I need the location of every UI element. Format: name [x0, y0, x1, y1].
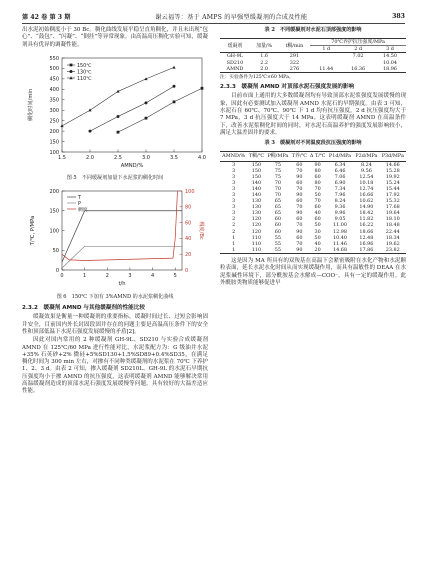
table-row [220, 161, 406, 168]
table-cell: 80 [314, 167, 321, 174]
table-header-cell: AMND/% [222, 153, 246, 160]
y-tick-label: 100 [49, 149, 59, 156]
table-cell: 1.6 [260, 53, 269, 60]
running-title: 谢云福等：基于 AMPS 的早强型缓凝剂的合成及性能 [155, 13, 308, 21]
table-cell: 30 [314, 228, 321, 235]
table-cell: 70 [296, 240, 303, 247]
table-cell: 7.34 [334, 185, 346, 192]
table-cell: 70 [296, 222, 303, 229]
table-cell: 1 [232, 240, 236, 247]
table-2-note: 注：实验条件为125℃×60 MPa。 [220, 74, 294, 80]
table-cell: 18.96 [383, 65, 398, 72]
table-row [220, 53, 406, 60]
table-cell: 15.44 [385, 185, 400, 192]
table-cell: 120 [251, 228, 262, 235]
page-header [22, 10, 405, 22]
y-tick-label-left: 200 [49, 189, 59, 196]
table-cell: 11.00 [333, 222, 348, 229]
table-cell: 3 [232, 161, 236, 168]
y-tick-label-right: 40 [185, 236, 192, 243]
table-header-cell: Δ T/℃ [309, 153, 326, 160]
table-cell: 55 [274, 246, 282, 253]
table-cell: 18.42 [359, 210, 374, 217]
table-cell: 140 [251, 192, 262, 198]
table-cell: 14.50 [383, 53, 398, 60]
table-cell: 60 [314, 173, 321, 180]
table-cell: 8.24 [334, 198, 346, 205]
y-tick-label: 450 [49, 76, 59, 83]
paragraph-mechanism: 这是因为 MA 所具有的双羧基在高温下会紧密吸附在水化产物和水泥颗粒表面，延长水泥水化时间从而实现缓凝作用，而具有温敏性的 DEAA 在水泥浆碱性环境下，部分酰胺基会水解成—COO⁻，具有一定的缓凝作用。此外酰胺类物质能够促进早 [220, 257, 406, 286]
table-cell: 23.82 [385, 246, 400, 253]
table-cell: 16.36 [351, 65, 366, 72]
table-cell: 65 [274, 210, 282, 217]
table-cell: 9.56 [360, 167, 372, 174]
x-tick-label: 4.0 [198, 154, 206, 161]
y-tick-label: 400 [49, 87, 59, 94]
table-cell: 90 [296, 210, 303, 217]
table-cell: 10.40 [333, 234, 348, 241]
table-cell: 40 [314, 240, 321, 247]
table-cell: 2 [232, 222, 236, 229]
table-cell: 14.90 [359, 204, 374, 211]
table-2 [220, 38, 406, 72]
table-cell: 70 [314, 185, 321, 192]
legend-label: 稠度 [78, 208, 88, 214]
table-cell: 130 [251, 210, 262, 217]
table-cell: 3 [232, 185, 236, 192]
x-tick-label: 2.5 [114, 154, 122, 161]
table-cell: 16.96 [359, 240, 374, 247]
table-cell: 2 [232, 216, 236, 223]
table-cell: 19.92 [385, 173, 400, 180]
table-cell: 60 [274, 216, 282, 223]
table-3 [220, 151, 406, 254]
y-axis-label-right: 稠度/Bc [198, 221, 204, 241]
t2-header-1d: 1 d [310, 46, 342, 53]
table-cell: 2 [232, 228, 236, 235]
t2-header-time: t稠/min [278, 39, 310, 53]
table-cell: 291 [289, 53, 300, 60]
table-cell: 14.68 [333, 246, 348, 253]
x-tick-label: 1 [83, 273, 87, 280]
table-cell: 10.04 [383, 59, 398, 66]
legend-label: T [78, 196, 81, 202]
x-axis-label: AMND/% [120, 162, 144, 169]
table-cell: 16.22 [359, 222, 374, 229]
table-3-body [220, 161, 406, 253]
right-column [220, 27, 406, 288]
table-cell: 9.36 [334, 204, 346, 211]
paragraph-retarding-effect: 缓凝效果是衡量一种缓凝剂的重要指标，缓凝时间过长、过短会影响固井安全，目前国内外长封固段固井存在的问题主要是高温高压条件下的安全性和顶部低温下水泥石强度发展缓慢的矛盾[2]。 [22, 314, 208, 335]
table-cell: 65 [274, 198, 282, 205]
table-header-cell: P1d/MPa [328, 153, 352, 160]
table-cell: 60 [314, 204, 321, 211]
table-cell: 3 [232, 210, 236, 217]
table-cell: 15.32 [385, 198, 400, 205]
table-cell: 12.48 [359, 234, 374, 241]
data-point [201, 87, 204, 90]
table-cell: 150 [251, 173, 262, 180]
t2-header-3d: 3 d [374, 46, 406, 53]
y-tick-label: 300 [49, 107, 59, 114]
x-tick-label: 3 [128, 273, 132, 280]
figure-5 [22, 52, 208, 183]
table-2-title: 表 2 不同缓凝剂对水泥石顶部强度的影响 [264, 27, 362, 33]
thickening-time-chart [22, 52, 208, 170]
table-cell: 276 [289, 65, 300, 72]
table-cell: 8.24 [360, 161, 372, 168]
y-tick-label-left: 150 [49, 209, 59, 216]
table-cell: 12.54 [359, 173, 374, 180]
table-row [220, 247, 406, 254]
header-rule [22, 23, 405, 24]
data-point [88, 108, 91, 111]
legend-label: 110℃ [77, 76, 92, 82]
table-cell: 130 [251, 198, 262, 205]
table-cell: 60 [274, 228, 282, 235]
table-cell: 40 [314, 210, 321, 217]
y-axis-label-left: T/℃, P/MPa [30, 216, 36, 246]
table-cell: AMND [226, 65, 244, 72]
table-cell: 12.98 [333, 228, 348, 235]
table-cell: 7.96 [334, 192, 346, 198]
y-tick-label-right: 100 [185, 189, 195, 196]
legend-marker [70, 70, 73, 73]
x-axis-label: t/h [118, 281, 126, 288]
table-cell: 70 [274, 192, 282, 198]
data-point [145, 117, 148, 120]
table-cell: 22.44 [385, 228, 400, 235]
table-cell: 3 [232, 179, 236, 186]
table-cell: 75 [274, 161, 282, 168]
table-cell: 18.10 [385, 216, 400, 223]
table-cell: 50 [314, 192, 321, 198]
y-tick-label-right: 60 [185, 220, 192, 227]
table-cell: 6.90 [334, 179, 346, 186]
x-tick-label: 3.5 [170, 154, 178, 161]
table-cell: 120 [251, 222, 262, 229]
table-cell: 9.05 [334, 216, 346, 223]
table-cell: 60 [314, 216, 321, 223]
y-tick-label-left: 0 [55, 268, 59, 275]
figure-5-caption: 图 5 不同缓凝剂加量下水泥浆的稠化时间 [66, 175, 164, 182]
table-cell: 110 [251, 246, 262, 253]
x-tick-label: 1.5 [58, 154, 66, 161]
series-line [90, 86, 174, 131]
table-cell: 18.48 [385, 222, 400, 229]
table-cell: 60 [296, 216, 303, 223]
table-cell: 11.44 [319, 65, 334, 72]
table-cell: 50 [314, 234, 321, 241]
table-cell: 17.68 [385, 204, 400, 211]
table-cell: 120 [251, 216, 262, 223]
figure-6 [22, 186, 208, 301]
x-tick-label: 2.0 [86, 154, 94, 161]
table-cell: 19.64 [385, 210, 400, 217]
y-tick-label: 150 [49, 139, 59, 146]
table-cell: 80 [314, 179, 321, 186]
table-cell: 65 [274, 204, 282, 211]
y-tick-label: 350 [49, 97, 59, 104]
t2-header-dosage: 加量/% [250, 39, 279, 53]
data-point [173, 100, 176, 103]
t2-header-2d: 2 d [342, 46, 374, 53]
left-column [22, 27, 208, 397]
table-3-header-row [220, 152, 406, 161]
y-tick-label-right: 80 [185, 205, 192, 212]
table-cell: 55 [274, 234, 282, 241]
table-cell: 110 [251, 234, 262, 241]
table-cell: 150 [251, 167, 262, 174]
table-cell: 150 [251, 161, 262, 168]
paragraph-early-strength: 目前市面上通用的大多数缓凝剂均有导致顶部水泥浆强度发展缓慢的现象，因此有必要测试加入缓凝剂 AMND 水泥石的早期强度。由表 3 可知，水泥石在 60℃、70℃、90℃ 下 1 d 均有抗压强度，2 d 抗压强度均大于 7 MPa，3 d 抗压强度大于 14 MPa。这表明缓凝剂 AMND 在高温条件下，改善水泥浆稠化时间的同时，对水泥石高温养护的强度发展影响较小，满足大温差固井的要求。 [220, 93, 406, 136]
table-cell: GH-9L [226, 53, 244, 60]
table-cell: SD210 [226, 59, 244, 66]
data-point [89, 130, 92, 133]
table-cell: 130 [251, 204, 262, 211]
y-tick-label-right: 0 [185, 268, 189, 275]
page-number: 383 [392, 12, 405, 20]
table-cell: 70 [314, 198, 321, 205]
table-header-cell: T养/℃ [291, 153, 308, 160]
table-cell: 70 [296, 204, 303, 211]
table-cell: 6.46 [334, 167, 346, 174]
t2-header-group: 70℃养护抗压强度/MPa [310, 39, 406, 46]
table-cell: 1 [232, 234, 236, 241]
data-point [145, 101, 148, 104]
table-cell: 15.24 [385, 179, 400, 186]
table-cell: 70 [296, 185, 303, 192]
table-cell: 75 [274, 173, 282, 180]
table-cell: 3 [232, 173, 236, 180]
y-tick-label: 550 [49, 55, 59, 62]
table-cell: 9.96 [334, 210, 346, 217]
table-cell: 90 [314, 161, 321, 168]
legend-marker [70, 63, 73, 66]
table-header-cell: P2d/MPa [355, 153, 378, 160]
table-cell: 10.18 [359, 179, 374, 186]
table-cell: 60 [274, 222, 282, 229]
table-cell: 17.92 [385, 192, 400, 198]
table-cell: 3 [232, 198, 236, 205]
table-row [220, 66, 406, 73]
figure-6-caption: 图 6 150℃ 下加有 3%AMND 的水泥浆稠化曲线 [56, 293, 174, 300]
table-cell: 55 [274, 240, 282, 247]
table-cell: 17.86 [359, 246, 374, 253]
legend-label: 150℃ [77, 63, 92, 69]
table-cell: 140 [251, 179, 262, 186]
table-cell: 3 [232, 192, 236, 198]
table-cell: 90 [296, 228, 303, 235]
x-tick-label: 2 [105, 273, 109, 280]
table-header-cell: P3d/MPa [381, 153, 404, 160]
table-cell: 50 [314, 222, 321, 229]
data-point [173, 85, 176, 88]
table-3-title: 表 3 缓凝剂对不同温度段抗压强度的影响 [264, 140, 362, 147]
table-cell: 90 [296, 192, 303, 198]
table-cell: 12.74 [359, 185, 374, 192]
table-cell: 1 [232, 246, 236, 253]
table-cell: 15.28 [385, 167, 400, 174]
legend-label: 130℃ [77, 70, 92, 76]
y-tick-label-left: 100 [49, 228, 59, 235]
table-cell: 60 [296, 161, 303, 168]
y-tick-label-left: 50 [52, 248, 59, 255]
data-point [117, 115, 120, 118]
table-cell: 6.34 [334, 161, 346, 168]
table-cell: 18.34 [385, 234, 400, 241]
y-tick-label: 250 [49, 118, 59, 125]
section-2-3-2-title: 2.3.2 缓凝剂 AMND 与其他缓凝剂的性能比较 [22, 305, 145, 312]
table-header-cell: P稠/MPa [267, 153, 289, 160]
table-cell: 2.2 [260, 59, 269, 66]
table-cell: 70 [274, 185, 282, 192]
table-cell [310, 53, 342, 60]
table-cell: 90 [296, 173, 303, 180]
table-cell: 14.66 [385, 161, 400, 168]
table-cell: 3 [232, 167, 236, 174]
section-2-3-3-title: 2.3.3 缓凝剂 AMND 对顶部水泥石强度发展的影响 [220, 84, 355, 91]
table-cell: 19.62 [385, 240, 400, 247]
series-line [62, 247, 182, 269]
table-cell: 110 [251, 240, 262, 247]
x-tick-label: 4 [150, 273, 155, 280]
table-cell: 18.66 [359, 228, 374, 235]
table-cell: 11.82 [359, 216, 374, 223]
table-cell: 75 [274, 167, 282, 174]
t2-header-retarder: 缓凝剂 [220, 39, 250, 53]
paragraph-comparison: 因此对国内常用的 2 种缓凝剂 GH-9L、SD210 与实验合成缓凝剂 AMND 在 125℃/60 MPa 进行性能对比，水泥浆配方为：G 级油井水泥+35% 石英砂+2% 微硅+5%SD130+1.5%SD89+0.4%SD35，在满足稠化时间为 300 min 左右，对掺有不同种类缓凝剂的水泥浆在 70℃ 下养护 1、2、3 d。由表 2 可知，掺入缓凝剂 SD210L、GH-9L 的水泥石早期抗压强度均小于掺 AMND 的抗压强度，这表明缓凝剂 AMND 能够解决常用高温缓凝剂造成的顶部水泥石强度发展缓慢等问题，具有较好的大温差适应性能。 [22, 337, 208, 395]
legend-label: P [78, 202, 81, 208]
data-point [172, 66, 175, 69]
x-tick-label: 3.0 [142, 154, 150, 161]
y-tick-label: 200 [49, 128, 59, 135]
data-point [60, 124, 63, 127]
table-cell: 10.62 [359, 198, 374, 205]
table-cell: 70 [274, 179, 282, 186]
table-cell: 140 [251, 185, 262, 192]
table-cell: 322 [289, 59, 300, 66]
table-2-body [220, 53, 406, 72]
table-cell: 7.02 [352, 53, 364, 60]
table-cell: 16.66 [359, 192, 374, 198]
y-tick-label-right: 20 [185, 252, 192, 259]
table-cell: 7.06 [334, 173, 346, 180]
x-tick-label: 0 [60, 273, 64, 280]
table-cell: 20 [314, 246, 321, 253]
thickening-curve-chart [22, 186, 208, 288]
table-cell: 60 [296, 198, 303, 205]
table-cell: 3 [232, 204, 236, 211]
table-cell: 60 [296, 179, 303, 186]
data-point [117, 131, 120, 134]
x-tick-label: 5 [173, 273, 177, 280]
journal-volume: 第 42 卷 第 3 期 [22, 13, 71, 21]
intro-paragraph: 出水泥初始稠度小于 30 Bc。稠化曲线发展平稳呈直角稠化，并且未出现“包心”、“鼓包”、“闪凝”、“倒挂”等异常现象。由高温高压稠化实验可知，缓凝剂具有优异的调凝性能。 [22, 27, 208, 48]
table-cell: 90 [296, 246, 303, 253]
table-cell: 2.0 [260, 65, 269, 72]
table-cell: 11.46 [333, 240, 348, 247]
table-cell: 70 [296, 167, 303, 174]
series-line [62, 211, 182, 262]
table-header-cell: T稠/℃ [248, 153, 265, 160]
y-axis-label: 稠化时间/min [28, 88, 34, 122]
table-cell: 60 [296, 234, 303, 241]
y-tick-label: 500 [49, 66, 59, 73]
